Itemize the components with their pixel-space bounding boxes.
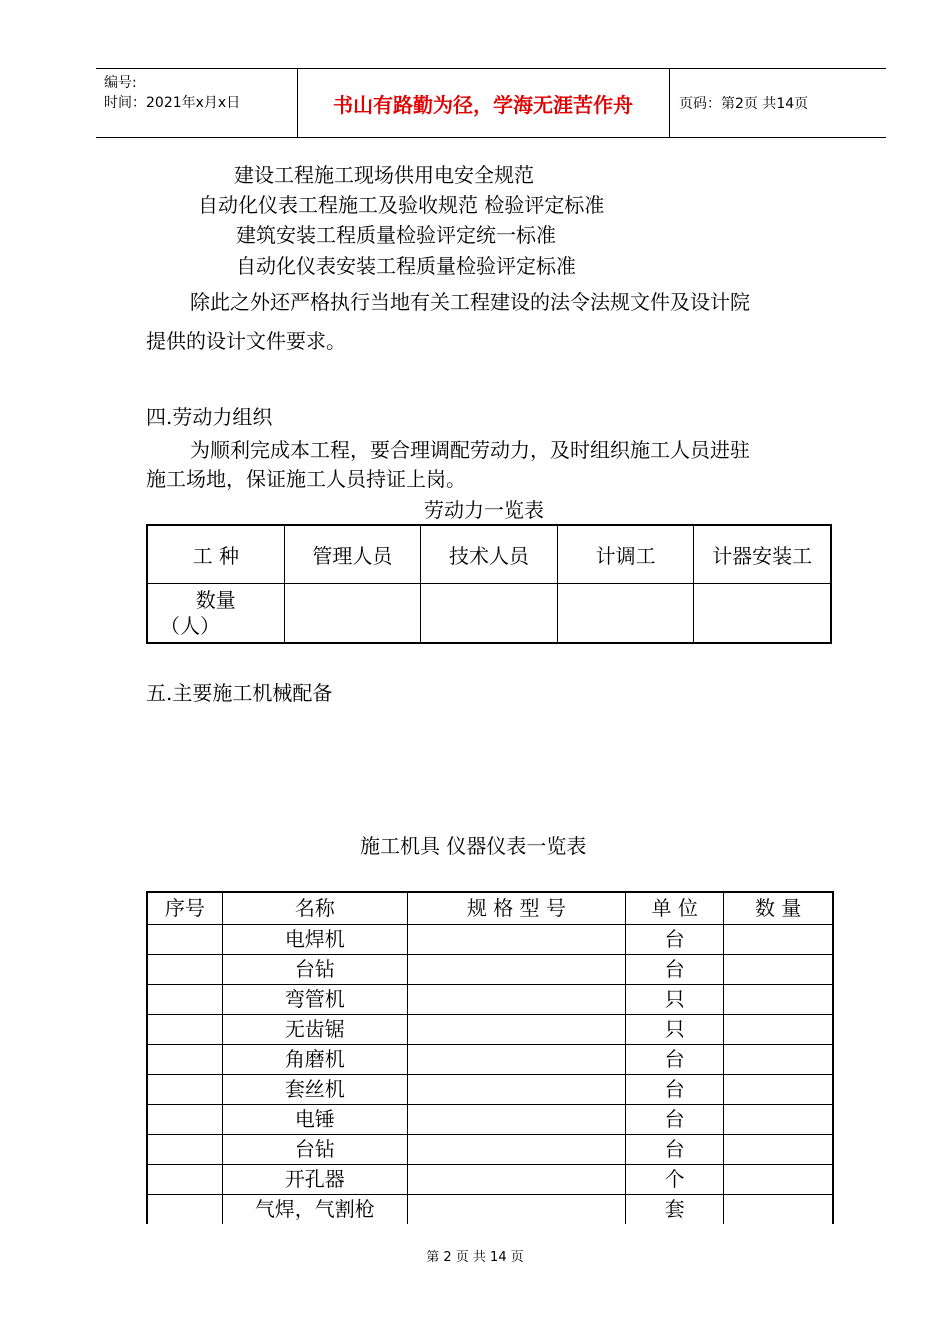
unit-cell: 套 [625, 1195, 724, 1225]
table-row [147, 1165, 833, 1195]
table-row [147, 1195, 833, 1225]
standard-item: 建筑安装工程质量检验评定统一标准 [236, 223, 556, 247]
spec-cell [407, 955, 625, 985]
name-cell: 气焊，气割枪 [222, 1195, 407, 1225]
equipment-table [146, 891, 834, 1224]
row-label: 数量 [195, 588, 236, 612]
spec-cell [407, 1045, 625, 1075]
code-label: 编号: [104, 75, 137, 91]
qty-cell [724, 1105, 833, 1135]
qty-cell [724, 955, 833, 985]
unit-cell: 台 [625, 1105, 724, 1135]
spec-cell [407, 1135, 625, 1165]
table-row [147, 1015, 833, 1045]
table-row [147, 1045, 833, 1075]
spec-cell [407, 1195, 625, 1225]
spec-cell [407, 925, 625, 955]
name-cell: 无齿锯 [222, 1015, 407, 1045]
page-header [96, 68, 886, 138]
seq-cell [147, 1015, 222, 1045]
standard-item: 建设工程施工现场供用电安全规范 [234, 163, 534, 187]
name-cell: 套丝机 [222, 1075, 407, 1105]
seq-cell [147, 925, 222, 955]
unit-cell: 台 [625, 1135, 724, 1165]
name-cell: 电焊机 [222, 925, 407, 955]
row-label: （人） [160, 614, 220, 638]
table-header: 数 量 [724, 892, 833, 925]
table-cell [421, 584, 558, 644]
spec-cell [407, 1075, 625, 1105]
spec-cell [407, 1015, 625, 1045]
table-row [147, 985, 833, 1015]
unit-cell: 个 [625, 1165, 724, 1195]
table-header: 计调工 [557, 525, 694, 584]
name-cell: 电锤 [222, 1105, 407, 1135]
header-meta [104, 73, 240, 113]
table-row [147, 1075, 833, 1105]
unit-cell: 只 [625, 985, 724, 1015]
table-row [147, 1105, 833, 1135]
unit-cell: 台 [625, 1075, 724, 1105]
seq-cell [147, 955, 222, 985]
unit-cell: 台 [625, 955, 724, 985]
seq-cell [147, 985, 222, 1015]
seq-cell [147, 1135, 222, 1165]
name-cell: 台钻 [222, 1135, 407, 1165]
table-row [147, 955, 833, 985]
table-header: 管理人员 [284, 525, 421, 584]
qty-cell [724, 1075, 833, 1105]
seq-cell [147, 1165, 222, 1195]
header-page-info: 页码：第2页 共14页 [679, 96, 809, 112]
table-cell [284, 584, 421, 644]
time-label: 时间：2021年x月x日 [104, 95, 241, 111]
standard-item: 自动化仪表工程施工及验收规范 检验评定标准 [198, 193, 605, 217]
qty-cell [724, 925, 833, 955]
unit-cell: 台 [625, 925, 724, 955]
paragraph-line: 提供的设计文件要求。 [146, 329, 346, 353]
table-header: 单 位 [625, 892, 724, 925]
table-header: 序号 [147, 892, 222, 925]
table-row [147, 1135, 833, 1165]
table-header: 工 种 [147, 525, 284, 584]
section-title: 五.主要施工机械配备 [146, 681, 333, 705]
qty-cell [724, 1165, 833, 1195]
seq-cell [147, 1075, 222, 1105]
section-title: 四.劳动力组织 [146, 405, 273, 429]
table-header: 计器安装工 [694, 525, 831, 584]
name-cell: 角磨机 [222, 1045, 407, 1075]
table-title: 施工机具 仪器仪表一览表 [360, 834, 587, 858]
seq-cell [147, 1195, 222, 1225]
table-title: 劳动力一览表 [424, 498, 544, 522]
qty-cell [724, 1015, 833, 1045]
unit-cell: 台 [625, 1045, 724, 1075]
paragraph-line: 除此之外还严格执行当地有关工程建设的法令法规文件及设计院 [190, 290, 750, 314]
table-cell [147, 584, 284, 644]
table-cell [557, 584, 694, 644]
spec-cell [407, 1105, 625, 1135]
spec-cell [407, 985, 625, 1015]
spec-cell [407, 1165, 625, 1195]
qty-cell [724, 985, 833, 1015]
table-header: 规 格 型 号 [407, 892, 625, 925]
standard-item: 自动化仪表安装工程质量检验评定标准 [236, 254, 576, 278]
table-cell [694, 584, 831, 644]
name-cell: 台钻 [222, 955, 407, 985]
qty-cell [724, 1135, 833, 1165]
table-header: 名称 [222, 892, 407, 925]
unit-cell: 只 [625, 1015, 724, 1045]
seq-cell [147, 1045, 222, 1075]
paragraph-line: 施工场地，保证施工人员持证上岗。 [146, 467, 466, 491]
qty-cell [724, 1195, 833, 1225]
labor-table [146, 524, 832, 644]
qty-cell [724, 1045, 833, 1075]
table-row [147, 925, 833, 955]
page-footer: 第 2 页 共 14 页 [426, 1250, 524, 1265]
header-motto: 书山有路勤为径，学海无涯苦作舟 [333, 92, 633, 117]
seq-cell [147, 1105, 222, 1135]
name-cell: 弯管机 [222, 985, 407, 1015]
table-header: 技术人员 [421, 525, 558, 584]
name-cell: 开孔器 [222, 1165, 407, 1195]
paragraph-line: 为顺利完成本工程，要合理调配劳动力，及时组织施工人员进驻 [190, 438, 750, 462]
